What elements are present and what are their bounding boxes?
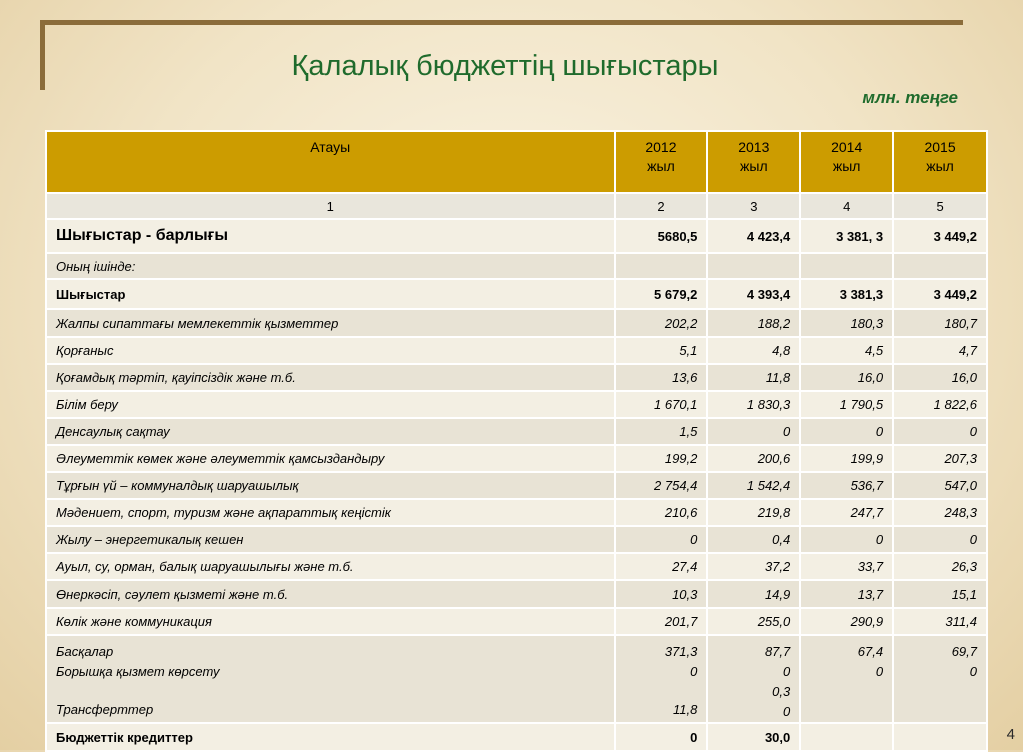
- slide-title: Қалалық бюджеттің шығыстары: [291, 50, 719, 82]
- cell-2013: 30,0: [707, 723, 800, 751]
- cell-2013: 255,0: [707, 608, 800, 635]
- cell-2014: 536,7: [800, 472, 893, 499]
- cell-2014: 67,4 0: [800, 635, 893, 723]
- table-row: [46, 253, 987, 279]
- cell-2014: 16,0: [800, 364, 893, 391]
- cell-2013: 87,7 0 0,3 0: [707, 635, 800, 723]
- row-name: Шығыстар: [46, 279, 615, 309]
- table-row: [46, 391, 987, 418]
- row-name: Шығыстар - барлығы: [46, 219, 615, 253]
- table-row: [46, 608, 987, 635]
- cell-2014: 13,7: [800, 580, 893, 608]
- row-name: Оның ішінде:: [46, 253, 615, 279]
- cell-2015: [893, 253, 987, 279]
- page-number: 4: [1006, 726, 1015, 743]
- row-name: Тұрғын үй – коммуналдық шаруашылық: [46, 472, 615, 499]
- row-name-debt: Борышқа қызмет көрсету: [56, 664, 220, 679]
- column-number: 1: [46, 193, 615, 219]
- cell-2015: 3 449,2: [893, 279, 987, 309]
- table-row-other: [46, 635, 987, 723]
- cell-2014: 3 381,3: [800, 279, 893, 309]
- cell-2013: 0,4: [707, 526, 800, 553]
- column-number: 5: [893, 193, 987, 219]
- cell-2015: 248,3: [893, 499, 987, 526]
- table-row: [46, 337, 987, 364]
- decorative-frame-top: [40, 20, 963, 25]
- cell-2015: 547,0: [893, 472, 987, 499]
- cell-2014: 4,5: [800, 337, 893, 364]
- cell-2012: 199,2: [615, 445, 708, 472]
- header-year-2013: 2013 жыл: [707, 131, 800, 193]
- cell-2014: [800, 723, 893, 751]
- table-row-total: [46, 219, 987, 253]
- cell-2015: 26,3: [893, 553, 987, 580]
- cell-2013: 4 423,4: [707, 219, 800, 253]
- cell-2012: 5680,5: [615, 219, 708, 253]
- column-number: 2: [615, 193, 708, 219]
- header-year-2015: 2015 жыл: [893, 131, 987, 193]
- header-year-2014: 2014 жыл: [800, 131, 893, 193]
- row-name: Әлеуметтік көмек және әлеуметтік қамсыздандыру: [46, 445, 615, 472]
- cell-2015: 4,7: [893, 337, 987, 364]
- cell-2012: 1,5: [615, 418, 708, 445]
- table-row: [46, 418, 987, 445]
- row-name: Ауыл, су, орман, балық шаруашылығы және т.б.: [46, 553, 615, 580]
- cell-2012: 202,2: [615, 309, 708, 337]
- cell-2012: 10,3: [615, 580, 708, 608]
- table-row: [46, 445, 987, 472]
- cell-2013: 219,8: [707, 499, 800, 526]
- cell-2013: 200,6: [707, 445, 800, 472]
- row-name: Мәдениет, спорт, туризм және ақпараттық кеңістік: [46, 499, 615, 526]
- cell-2013: 1 542,4: [707, 472, 800, 499]
- cell-2014: 290,9: [800, 608, 893, 635]
- cell-2013: 0: [707, 418, 800, 445]
- cell-2013: 4,8: [707, 337, 800, 364]
- cell-2013: 188,2: [707, 309, 800, 337]
- cell-2015: 0: [893, 526, 987, 553]
- header-year-2012: 2012 жыл: [615, 131, 708, 193]
- cell-2012: 1 670,1: [615, 391, 708, 418]
- cell-2012: 27,4: [615, 553, 708, 580]
- cell-2015: [893, 723, 987, 751]
- cell-2014: 199,9: [800, 445, 893, 472]
- row-name: Қоғамдық тәртіп, қауіпсіздік және т.б.: [46, 364, 615, 391]
- column-number: 3: [707, 193, 800, 219]
- cell-2015: 0: [893, 418, 987, 445]
- cell-2014: 0: [800, 526, 893, 553]
- cell-2015: 207,3: [893, 445, 987, 472]
- budget-table: [45, 130, 988, 752]
- cell-2013: 4 393,4: [707, 279, 800, 309]
- cell-2014: 33,7: [800, 553, 893, 580]
- cell-2012: 5,1: [615, 337, 708, 364]
- cell-2014: 1 790,5: [800, 391, 893, 418]
- cell-2014: 247,7: [800, 499, 893, 526]
- cell-2012: [615, 253, 708, 279]
- row-name: Қорғаныс: [46, 337, 615, 364]
- cell-2012: 2 754,4: [615, 472, 708, 499]
- cell-2012: 371,3 0 11,8: [615, 635, 708, 723]
- cell-2014: 0: [800, 418, 893, 445]
- cell-2015: 16,0: [893, 364, 987, 391]
- cell-2013: 14,9: [707, 580, 800, 608]
- row-name: Жылу – энергетикалық кешен: [46, 526, 615, 553]
- cell-2013: [707, 253, 800, 279]
- column-number: 4: [800, 193, 893, 219]
- cell-2015: 180,7: [893, 309, 987, 337]
- table-row: [46, 309, 987, 337]
- cell-2015: 1 822,6: [893, 391, 987, 418]
- cell-2013: 37,2: [707, 553, 800, 580]
- table-row: [46, 499, 987, 526]
- cell-2012: 0: [615, 526, 708, 553]
- cell-2014: 3 381, 3: [800, 219, 893, 253]
- cell-2012: 201,7: [615, 608, 708, 635]
- cell-2012: 13,6: [615, 364, 708, 391]
- table-row: [46, 580, 987, 608]
- row-name: Көлік және коммуникация: [46, 608, 615, 635]
- cell-2015: 69,7 0: [893, 635, 987, 723]
- cell-2012: 0: [615, 723, 708, 751]
- cell-2015: 15,1: [893, 580, 987, 608]
- row-name: [46, 635, 615, 723]
- unit-label: млн. теңге: [862, 88, 958, 107]
- row-name: Білім беру: [46, 391, 615, 418]
- cell-2014: 180,3: [800, 309, 893, 337]
- table-row: [46, 472, 987, 499]
- row-name-transfers: Трансферттер: [56, 702, 154, 717]
- row-name: Өнеркәсіп, сәулет қызметі және т.б.: [46, 580, 615, 608]
- row-name: Бюджеттік кредиттер: [46, 723, 615, 751]
- table-row: [46, 526, 987, 553]
- cell-2015: 311,4: [893, 608, 987, 635]
- table-row: [46, 553, 987, 580]
- row-name: Денсаулық сақтау: [46, 418, 615, 445]
- table-row: [46, 279, 987, 309]
- column-number-row: [46, 193, 987, 219]
- cell-2015: 3 449,2: [893, 219, 987, 253]
- cell-2014: [800, 253, 893, 279]
- table-row: [46, 723, 987, 751]
- cell-2013: 11,8: [707, 364, 800, 391]
- header-name: Атауы: [46, 131, 615, 193]
- row-name: Жалпы сипаттағы мемлекеттік қызметтер: [46, 309, 615, 337]
- cell-2013: 1 830,3: [707, 391, 800, 418]
- cell-2012: 5 679,2: [615, 279, 708, 309]
- table-header-row: [46, 131, 987, 193]
- cell-2012: 210,6: [615, 499, 708, 526]
- table-row: [46, 364, 987, 391]
- row-name-other: Басқалар: [56, 644, 114, 659]
